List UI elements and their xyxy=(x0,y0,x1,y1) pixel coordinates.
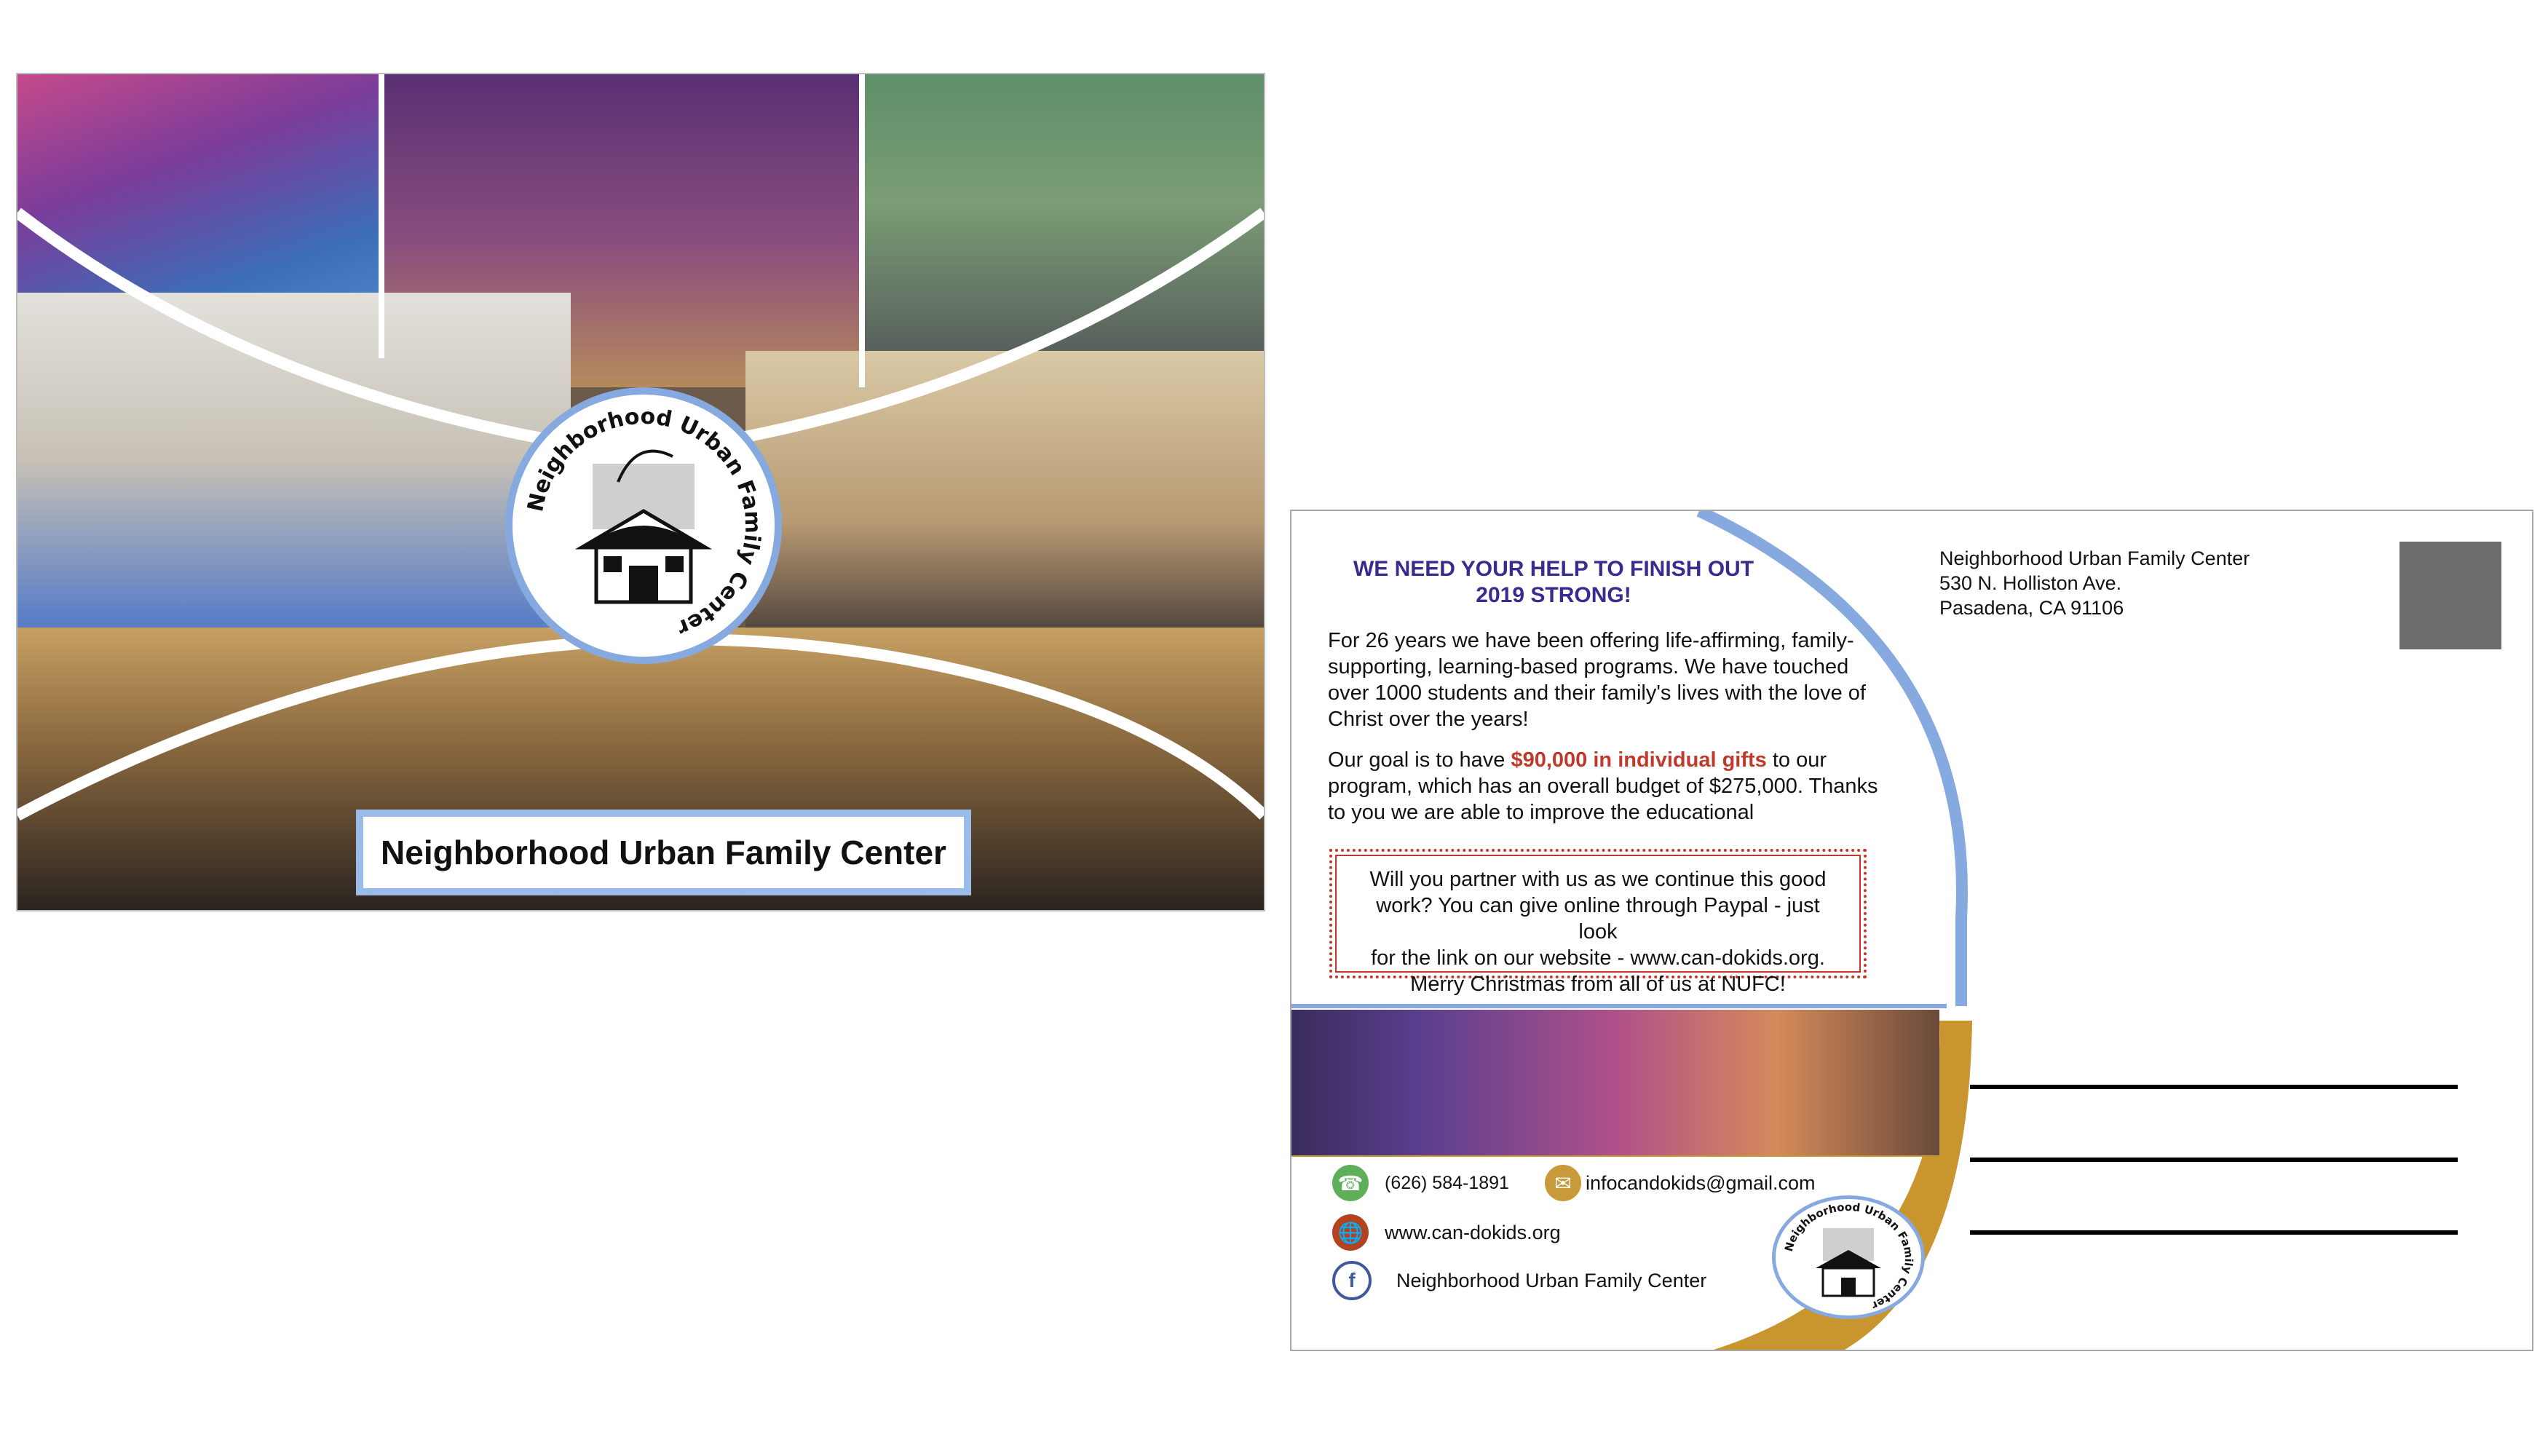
callout-line-2: work? You can give online through Paypal - just look xyxy=(1376,894,1820,943)
back-headline xyxy=(1335,556,1772,609)
front-banner-title: Neighborhood Urban Family Center xyxy=(381,834,946,871)
contact-email xyxy=(1545,1165,1816,1201)
facebook-icon: f xyxy=(1332,1261,1372,1300)
donation-callout xyxy=(1329,849,1867,996)
email-icon: ✉ xyxy=(1545,1165,1581,1201)
nufc-logo-icon xyxy=(513,395,775,657)
recipient-line-1 xyxy=(1970,1085,2458,1089)
callout-line-1: Will you partner with us as we continue this good xyxy=(1369,868,1827,891)
contact-phone xyxy=(1332,1165,1509,1201)
headline-line-1: WE NEED YOUR HELP TO FINISH OUT xyxy=(1353,557,1754,581)
mailing-address xyxy=(1939,546,2250,620)
goal-text-post: to our program, which has an overall budget of $275,000. Thanks to you we are able to improve the educational xyxy=(1328,748,1878,824)
recipient-line-3 xyxy=(1970,1230,2458,1235)
phone-number: (626) 584-1891 xyxy=(1385,1172,1509,1193)
nufc-logo-small xyxy=(1772,1195,1925,1319)
address-name: Neighborhood Urban Family Center xyxy=(1939,547,2250,569)
paragraph-goal xyxy=(1328,747,1881,826)
front-banner xyxy=(356,810,971,895)
contact-website xyxy=(1332,1214,1561,1251)
photo-staff-group xyxy=(1291,1010,1939,1155)
globe-icon: 🌐 xyxy=(1332,1214,1369,1251)
callout-line-3: for the link on our website - www.can-dokids.org. xyxy=(1371,946,1825,970)
nufc-logo-small-icon xyxy=(1776,1199,1921,1315)
goal-text-pre: Our goal is to have xyxy=(1328,748,1511,772)
svg-text:Neighborhood Urban Family Cent: Neighborhood Urban Family Center xyxy=(1781,1200,1916,1313)
headline-line-2: 2019 STRONG! xyxy=(1476,583,1631,607)
goal-highlight: $90,000 in individual gifts xyxy=(1511,748,1767,772)
postcard-back xyxy=(1290,510,2533,1351)
facebook-name: Neighborhood Urban Family Center xyxy=(1396,1269,1707,1291)
callout-line-4: Merry Christmas from all of us at NUFC! xyxy=(1410,973,1786,996)
address-city: Pasadena, CA 91106 xyxy=(1939,597,2124,619)
contact-facebook xyxy=(1332,1261,1706,1300)
phone-icon: ☎ xyxy=(1332,1165,1369,1201)
postcard-front xyxy=(16,73,1265,911)
stamp-placeholder xyxy=(2399,542,2501,649)
email-address: infocandokids@gmail.com xyxy=(1586,1171,1816,1194)
website-url: www.can-dokids.org xyxy=(1385,1221,1561,1243)
address-street: 530 N. Holliston Ave. xyxy=(1939,572,2122,594)
paragraph-history: For 26 years we have been offering life-affirming, family-supporting, learning-based programs. We have touched over 1000 students and their family's lives with the love of Christ over the years! xyxy=(1328,629,1866,731)
nufc-logo xyxy=(505,387,782,664)
svg-text:Neighborhood Urban Family Cent: Neighborhood Urban Family Center xyxy=(523,403,766,641)
recipient-line-2 xyxy=(1970,1158,2458,1162)
